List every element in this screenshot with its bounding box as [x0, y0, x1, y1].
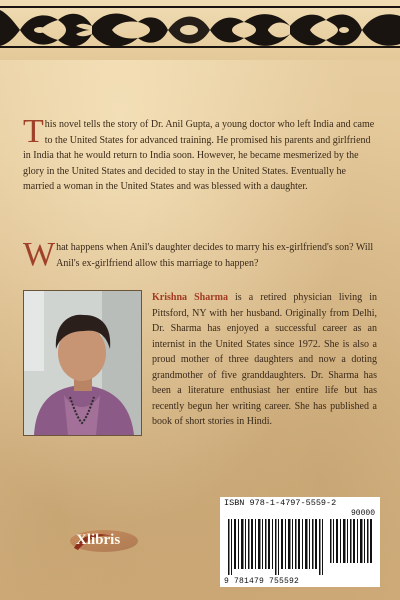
price-code: 90000: [350, 509, 375, 518]
isbn-barcode: [220, 497, 380, 587]
barcode-icon: [220, 497, 380, 587]
decorative-border: [0, 0, 400, 60]
drop-cap: T: [23, 113, 44, 150]
publisher-logo: [68, 528, 140, 554]
author-photo: [23, 290, 142, 436]
synopsis-paragraph-2: [23, 236, 377, 273]
author-bio: [152, 290, 377, 430]
author-name: Krishna Sharma: [152, 292, 228, 303]
synopsis-text-1: his novel tells the story of Dr. Anil Gupta, a young doctor who left India and came to the United States for advanced training. He promised his parents and girlfriend in India that he would return to India soon. However, he became mesmerized by the glory in the United States and decided to stay in the United States. Eventually he married a woman in the United States and was blessed with a daughter.: [23, 119, 375, 193]
author-bio-text: is a retired physician living in Pittsford, NY with her husband. Originally from Delhi, Dr. Sharma has enjoyed a successful career as an internist in the United States since 1972. She is also a proud mother of three daughters and now a doting grandmother of five granddaughters. Dr. Sharma has been a literature enthusiast her entire life but has recently begun her writing career. She has published a book of short stories in Hindi.: [152, 292, 377, 427]
isbn-label: ISBN 978-1-4797-5559-2: [224, 498, 337, 508]
publisher-name: Xlibris: [76, 532, 121, 548]
synopsis-text-2: hat happens when Anil's daughter decides to marry his ex-girlfriend's son? Will Anil's ex-girlfriend allow this marriage to happen?: [56, 242, 374, 269]
author-portrait-icon: [24, 291, 141, 435]
synopsis-paragraph-1: [23, 113, 377, 195]
drop-cap: W: [23, 236, 56, 273]
barcode-number: 9 781479 755592: [224, 577, 300, 586]
